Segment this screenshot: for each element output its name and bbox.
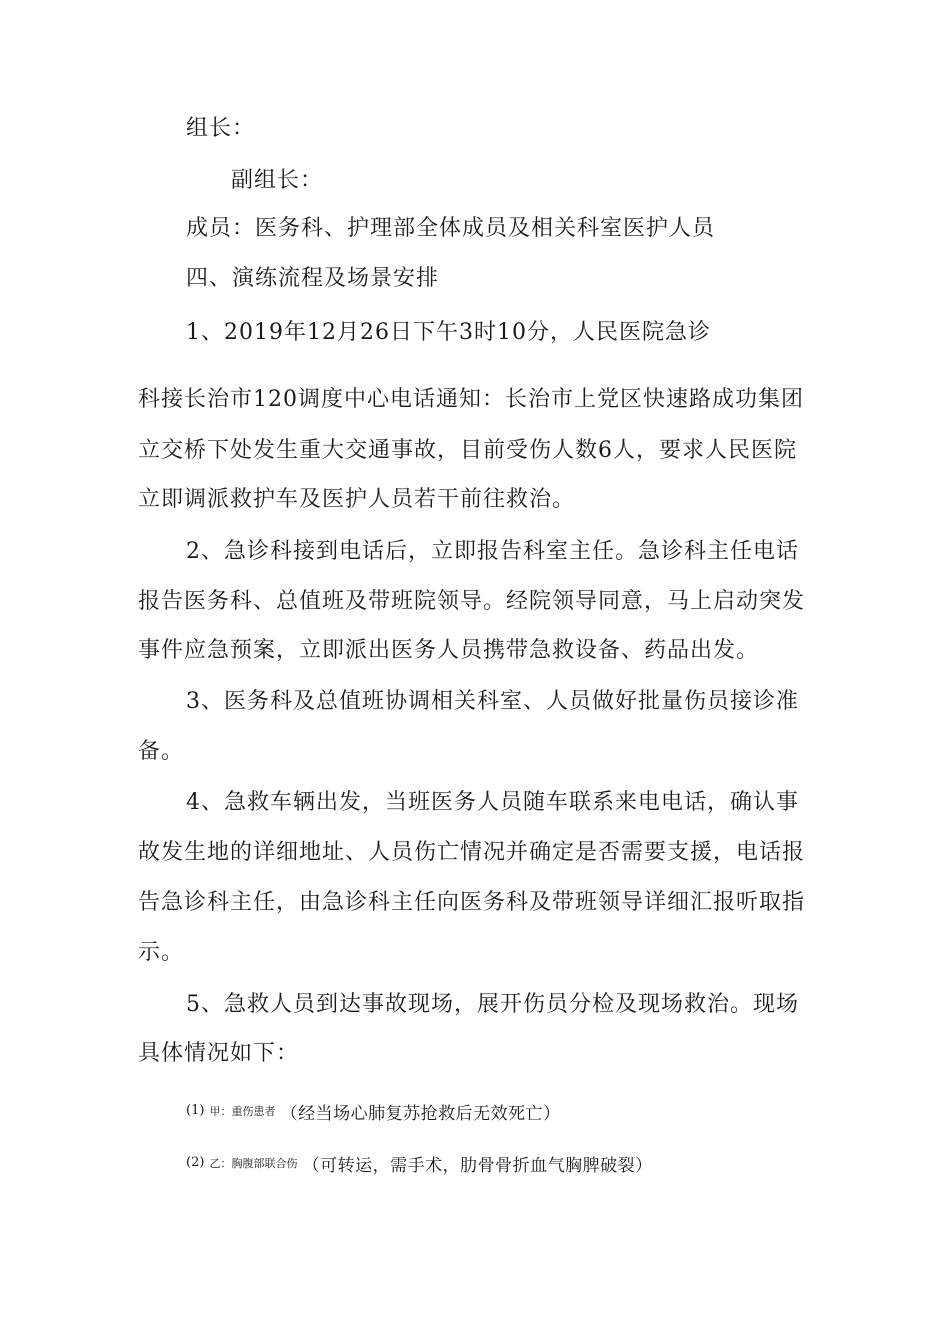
text-line: 告急诊科主任，由急诊科主任向医务科及带班领导详细汇报听取指 [138, 890, 806, 915]
text-line: 3、医务科及总值班协调相关科室、人员做好批量伤员接诊准 [186, 689, 799, 714]
text-line: 故发生地的详细地址、人员伤亡情况并确定是否需要支援，电话报 [138, 840, 806, 865]
text-line: 报告医务科、总值班及带班院领导。经院领导同意，马上启动突发 [138, 589, 806, 614]
text-line: 成员：医务科、护理部全体成员及相关科室医护人员 [186, 216, 716, 241]
item-label: 乙：胸腹部联合伤 [209, 1157, 298, 1170]
item-detail: （可转运，需手术，肋骨骨折血气胸脾破裂） [302, 1156, 653, 1176]
text-line: 示。 [138, 940, 185, 965]
text-line: 事件应急预案，立即派出医务人员携带急救设备、药品出发。 [138, 638, 760, 663]
list-item [186, 1154, 653, 1180]
text-line: 备。 [138, 739, 185, 764]
text-line: 具体情况如下： [138, 1041, 300, 1066]
text-line: 2、急诊科接到电话后，立即报告科室主任。急诊科主任电话 [186, 539, 799, 564]
text-line: 4、急救车辆出发，当班医务人员随车联系来电电话，确认事 [186, 790, 799, 815]
item-number: (1) [186, 1103, 205, 1118]
text-line: 组长： [186, 116, 256, 141]
item-label: 甲：重伤患者 [209, 1105, 276, 1118]
section-heading: 四、演练流程及场景安排 [186, 266, 440, 291]
item-number: (2) [186, 1155, 205, 1170]
text-line: 科接长治市120调度中心电话通知：长治市上党区快速路成功集团 [138, 387, 804, 412]
item-detail: （经当场心肺复苏抢救后无效死亡） [280, 1104, 561, 1124]
text-line: 立即调派救护车及医护人员若干前往救治。 [138, 487, 576, 512]
text-line: 1、2019年12月26日下午3时10分，人民医院急诊 [186, 320, 711, 345]
text-line: 5、急救人员到达事故现场，展开伤员分检及现场救治。现场 [186, 992, 799, 1017]
list-item [186, 1102, 561, 1128]
text-line: 副组长： [231, 168, 324, 193]
text-line: 立交桥下处发生重大交通事故，目前受伤人数6人，要求人民医院 [138, 438, 797, 463]
